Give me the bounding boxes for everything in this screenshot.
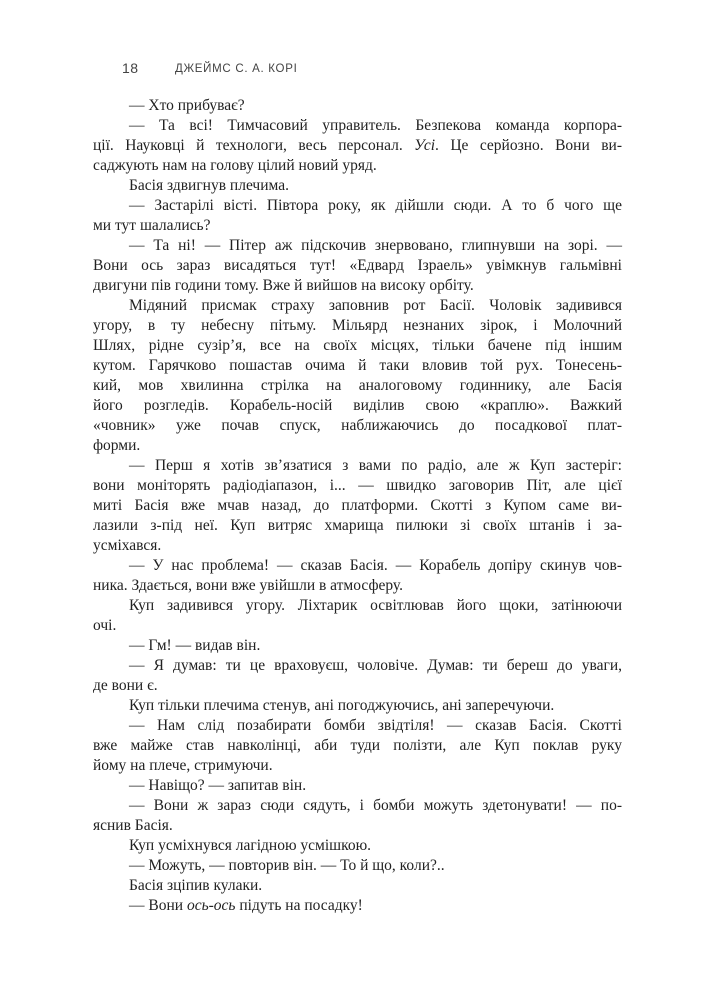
text-segment: саджують нам на голову цілий новий уряд.	[93, 157, 377, 174]
text-segment: вже майже став навколінці, аби туди полізти, але Куп поклав руку	[93, 737, 622, 754]
text-segment: кий, мов хвилинна стрілка на аналоговому годиннику, але Басія	[93, 377, 622, 394]
text-line	[93, 196, 622, 216]
text-segment: — Гм! — видав він.	[129, 637, 261, 654]
book-text	[93, 96, 622, 916]
text-segment: — Та всі! Тимчасовий управитель. Безпекова команда корпора-	[129, 117, 622, 134]
text-line	[93, 596, 622, 616]
text-segment: ника. Здається, вони вже увійшли в атмосферу.	[93, 577, 403, 594]
text-line	[93, 336, 622, 356]
text-line	[93, 216, 622, 236]
text-segment: — Перш я хотів зв’язатися з вами по радіо, але ж Куп застеріг:	[129, 457, 622, 474]
text-line	[93, 436, 622, 456]
text-line	[93, 656, 622, 676]
text-segment: вони моніторять радіодіапазон, і... — швидко заговорив Піт, але цієї	[93, 477, 622, 494]
text-segment: очі.	[93, 617, 117, 634]
text-line	[93, 496, 622, 516]
text-line	[93, 376, 622, 396]
paragraph	[93, 776, 622, 796]
paragraph	[93, 896, 622, 916]
paragraph	[93, 596, 622, 636]
paragraph	[93, 296, 622, 456]
italic-text: ось-ось	[186, 897, 236, 914]
text-line	[93, 816, 622, 836]
paragraph	[93, 116, 622, 176]
text-line	[93, 516, 622, 536]
text-segment: — Вони	[129, 897, 187, 914]
text-segment: — Вони ж зараз сюди сядуть, і бомби можуть здетонувати! — по-	[129, 797, 622, 814]
text-segment: форми.	[93, 437, 141, 454]
paragraph	[93, 96, 622, 116]
text-segment: ми тут шалались?	[93, 217, 211, 234]
paragraph	[93, 236, 622, 296]
text-segment: двигуни пів години тому. Вже й вийшов на високу орбіту.	[93, 277, 474, 294]
text-line	[93, 876, 622, 896]
text-line	[93, 136, 622, 156]
text-line	[93, 676, 622, 696]
text-line	[93, 316, 622, 336]
paragraph	[93, 696, 622, 716]
text-segment: Шлях, рідне сузір’я, все на своїх місцях, тільки бачене під іншим	[93, 337, 622, 354]
running-header	[0, 60, 728, 78]
paragraph	[93, 176, 622, 196]
paragraph	[93, 876, 622, 896]
italic-text: Усі	[414, 137, 436, 154]
text-segment: — Застарілі вісті. Півтора року, як дійшли сюди. А то б чого ще	[129, 197, 622, 214]
text-segment: — Хто прибуває?	[129, 97, 245, 114]
text-line	[93, 796, 622, 816]
text-segment: усміхався.	[93, 537, 162, 554]
text-line	[93, 756, 622, 776]
text-segment: — Та ні! — Пітер аж підскочив знервовано, глипнувши на зорі. —	[129, 237, 622, 254]
text-line	[93, 896, 622, 916]
text-segment: Куп задивився угору. Ліхтарик освітлював його щоки, затінюючи	[129, 597, 622, 614]
paragraph	[93, 656, 622, 696]
text-segment: — Можуть, — повторив він. — То й що, коли?..	[129, 857, 445, 874]
text-line	[93, 636, 622, 656]
paragraph	[93, 636, 622, 656]
text-line	[93, 576, 622, 596]
text-line	[93, 256, 622, 276]
text-segment: Басія зціпив кулаки.	[129, 877, 263, 894]
text-line	[93, 156, 622, 176]
paragraph	[93, 556, 622, 596]
text-segment: — Я думав: ти це враховуєш, чоловіче. Думав: ти береш до уваги,	[129, 657, 622, 674]
text-line	[93, 776, 622, 796]
text-segment: підуть на посадку!	[235, 897, 363, 914]
text-segment: Куп усміхнувся лагідною усмішкою.	[129, 837, 372, 854]
text-line	[93, 856, 622, 876]
text-segment: миті Басія вже мчав назад, до платформи. Скотті з Купом саме ви-	[93, 497, 622, 514]
text-segment: — Нам слід позабирати бомби звідтіля! — сказав Басія. Скотті	[129, 717, 622, 734]
paragraph	[93, 856, 622, 876]
paragraph	[93, 456, 622, 556]
text-segment: — У нас проблема! — сказав Басія. — Корабель допіру скинув чов-	[129, 557, 622, 574]
text-segment: його розгледів. Корабель-носій виділив свою «краплю». Важкий	[93, 397, 622, 414]
text-line	[93, 416, 622, 436]
text-line	[93, 716, 622, 736]
text-line	[93, 356, 622, 376]
paragraph	[93, 836, 622, 856]
text-line	[93, 236, 622, 256]
text-segment: «човник» уже почав спуск, наближаючись до посадкової плат-	[93, 417, 622, 434]
text-line	[93, 696, 622, 716]
paragraph	[93, 716, 622, 776]
text-segment: лазили з-під неї. Куп витряс хмарища пилюки зі своїх штанів і за-	[93, 517, 622, 534]
text-line	[93, 116, 622, 136]
text-line	[93, 296, 622, 316]
text-segment: де вони є.	[93, 677, 158, 694]
text-segment: Басія здвигнув плечима.	[129, 177, 289, 194]
text-segment: Вони ось зараз висадяться тут! «Едвард Ізраель» увімкнув гальмівні	[93, 257, 622, 274]
text-line	[93, 456, 622, 476]
paragraph	[93, 196, 622, 236]
text-line	[93, 96, 622, 116]
paragraph	[93, 796, 622, 836]
text-line	[93, 736, 622, 756]
text-segment: ції. Науковці й технологи, весь персонал.	[93, 137, 415, 154]
text-line	[93, 476, 622, 496]
page-number: 18	[122, 60, 139, 76]
text-line	[93, 556, 622, 576]
text-segment: кутом. Гарячково пошастав очима й таки вловив той рух. Тонесень-	[93, 357, 622, 374]
text-line	[93, 396, 622, 416]
text-line	[93, 616, 622, 636]
running-header-author: ДЖЕЙМС С. А. КОРІ	[175, 62, 298, 75]
text-segment: Куп тільки плечима стенув, ані погоджуючись, ані заперечуючи.	[129, 697, 555, 714]
text-segment: . Це серйозно. Вони ви-	[435, 137, 622, 154]
text-segment: Мідяний присмак страху заповнив рот Басії. Чоловік задивився	[129, 297, 622, 314]
text-line	[93, 276, 622, 296]
text-segment: яснив Басія.	[93, 817, 173, 834]
text-segment: угору, в ту небесну пітьму. Мільярд незнаних зірок, і Молочний	[93, 317, 622, 334]
text-line	[93, 536, 622, 556]
text-line	[93, 836, 622, 856]
text-segment: йому на плече, стримуючи.	[93, 757, 273, 774]
text-line	[93, 176, 622, 196]
text-segment: — Навіщо? — запитав він.	[129, 777, 307, 794]
